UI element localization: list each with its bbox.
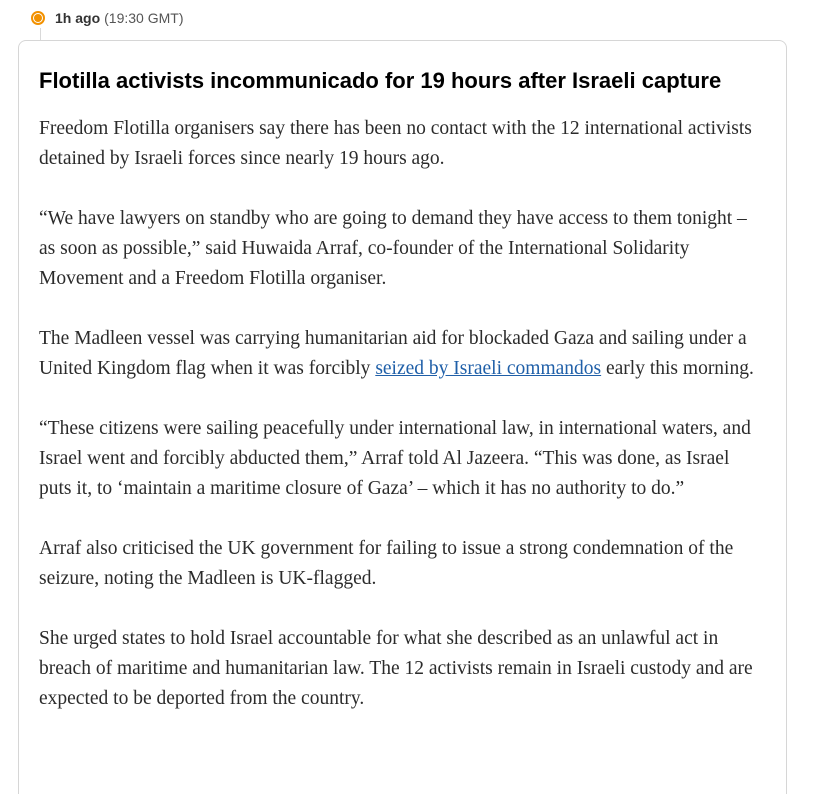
post-timestamp (31, 7, 183, 29)
paragraph-2: “We have lawyers on standby who are going to demand they have access to them tonight – as soon as possible,” said Huwaida Arraf, co-founder of the International Solidarity Movement and a Freedom Flotilla organiser. (39, 208, 747, 289)
paragraph-3 (39, 324, 766, 384)
absolute-time: (19:30 GMT) (104, 10, 184, 26)
live-indicator-icon (31, 11, 45, 25)
relative-time: 1h ago (55, 10, 101, 26)
paragraph-4: “These citizens were sailing peacefully under international law, in international waters, and Israel went and forcibly abducted them,” Arraf told Al Jazeera. “This was done, as Israel puts it, to ‘maintain a maritime closure of Gaza’ – which it has no authority to do.” (39, 418, 751, 499)
paragraph-1: Freedom Flotilla organisers say there has been no contact with the 12 international activists detained by Israeli forces since nearly 19 hours ago. (39, 118, 752, 169)
seized-by-israeli-commandos-link[interactable]: seized by Israeli commandos (375, 358, 602, 379)
post-headline: Flotilla activists incommunicado for 19 hours after Israeli capture (39, 68, 722, 93)
paragraph-3-text-before: The Madleen vessel was carrying humanitarian aid for blockaded Gaza and sailing under a United Kingdom flag when it was forcibly (39, 328, 747, 379)
paragraph-6: She urged states to hold Israel accountable for what she described as an unlawful act in breach of maritime and humanitarian law. The 12 activists remain in Israeli custody and are expected to be deported from the country. (39, 628, 753, 709)
live-update-card (18, 40, 787, 794)
paragraph-3-text-after: early this morning. (601, 358, 754, 379)
paragraph-5: Arraf also criticised the UK government for failing to issue a strong condemnation of the seizure, noting the Madleen is UK-flagged. (39, 538, 734, 589)
